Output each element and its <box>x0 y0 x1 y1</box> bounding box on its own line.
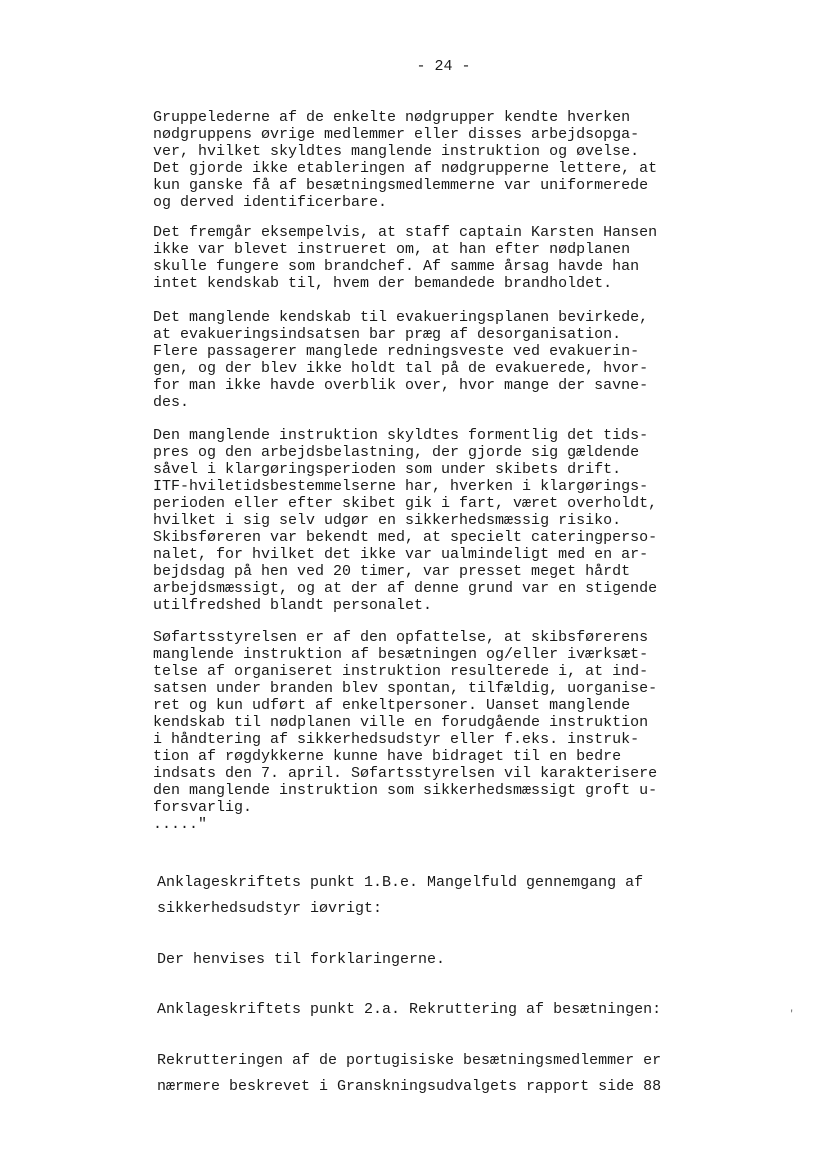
reference-line: Der henvises til forklaringerne. <box>157 951 446 968</box>
quoted-paragraph-nodgrupper <box>153 109 657 211</box>
paragraph-line: indsats den 7. april. Søfartsstyrelsen vil karakterisere <box>153 765 658 782</box>
paragraph-line: ver, hvilket skyldtes manglende instruktion og øvelse. <box>153 143 640 160</box>
paragraph-line: Søfartsstyrelsen er af den opfattelse, at skibsførerens <box>153 629 649 646</box>
quoted-paragraph-instruktion-tidspres <box>153 427 657 614</box>
quoted-paragraph-staff-captain <box>153 224 657 292</box>
paragraph-line: ITF-hviletidsbestemmelserne har, hverken i klargørings- <box>153 478 649 495</box>
paragraph-line: forsvarlig. <box>153 799 253 816</box>
paragraph-line: og derved identificerbare. <box>153 194 388 211</box>
paragraph-line: utilfredshed blandt personalet. <box>153 597 433 614</box>
section-heading-2a: Anklageskriftets punkt 2.a. Rekruttering af besætningen: <box>157 1001 662 1018</box>
paragraph-line: arbejdsmæssigt, og at der af denne grund var en stigende <box>153 580 658 597</box>
paragraph-line: Gruppelederne af de enkelte nødgrupper kendte hverken <box>153 109 631 126</box>
section-heading-1be-line2: sikkerhedsudstyr iøvrigt: <box>157 900 383 917</box>
recruitment-paragraph <box>157 1048 661 1100</box>
quoted-paragraph-evakuering <box>153 309 648 411</box>
section-heading-1be-line1: Anklageskriftets punkt 1.B.e. Mangelfuld gennemgang af <box>157 874 644 891</box>
paragraph-line: ikke var blevet instrueret om, at han efter nødplanen <box>153 241 631 258</box>
page-number: - 24 - <box>416 58 471 75</box>
paragraph-line: manglende instruktion af besætningen og/eller iværksæt- <box>153 646 649 663</box>
paragraph-line: den manglende instruktion som sikkerhedsmæssigt groft u- <box>153 782 658 799</box>
paragraph-line: skulle fungere som brandchef. Af samme årsag havde han <box>153 258 640 275</box>
paragraph-line: des. <box>153 394 190 411</box>
paragraph-line: hvilket i sig selv udgør en sikkerhedsmæssig risiko. <box>153 512 622 529</box>
paragraph-line: Den manglende instruktion skyldtes formentlig det tids- <box>153 427 649 444</box>
paragraph-line: telse af organiseret instruktion resulterede i, at ind- <box>153 663 649 680</box>
paragraph-line: nødgruppens øvrige medlemmer eller disses arbejdsopga- <box>153 126 640 143</box>
paragraph-line: for man ikke havde overblik over, hvor mange der savne- <box>153 377 649 394</box>
margin-mark: ' <box>789 1009 795 1019</box>
quoted-paragraph-sofartsstyrelsen <box>153 629 657 833</box>
paragraph-line: pres og den arbejdsbelastning, der gjorde sig gældende <box>153 444 640 461</box>
paragraph-line: Det gjorde ikke etableringen af nødgrupperne lettere, at <box>153 160 658 177</box>
paragraph-line: kendskab til nødplanen ville en forudgående instruktion <box>153 714 649 731</box>
paragraph-line: gen, og der blev ikke holdt tal på de evakuerede, hvor- <box>153 360 649 377</box>
recruitment-paragraph-line2: nærmere beskrevet i Granskningsudvalgets rapport side 88 <box>157 1078 662 1095</box>
paragraph-line: Flere passagerer manglede redningsveste ved evakuerin- <box>153 343 640 360</box>
paragraph-line: intet kendskab til, hvem der bemandede brandholdet. <box>153 275 613 292</box>
recruitment-paragraph-line1: Rekrutteringen af de portugisiske besætningsmedlemmer er <box>157 1052 662 1069</box>
paragraph-line: kun ganske få af besætningsmedlemmerne var uniformerede <box>153 177 649 194</box>
paragraph-line: Det fremgår eksempelvis, at staff captain Karsten Hansen <box>153 224 658 241</box>
paragraph-line: perioden eller efter skibet gik i fart, været overholdt, <box>153 495 658 512</box>
paragraph-line: bejdsdag på hen ved 20 timer, var presset meget hårdt <box>153 563 631 580</box>
paragraph-line: at evakueringsindsatsen bar præg af desorganisation. <box>153 326 622 343</box>
paragraph-line: Skibsføreren var bekendt med, at specielt cateringperso- <box>153 529 658 546</box>
paragraph-line: såvel i klargøringsperioden som under skibets drift. <box>153 461 622 478</box>
paragraph-line: ....." <box>153 816 208 833</box>
paragraph-line: nalet, for hvilket det ikke var ualmindeligt med en ar- <box>153 546 649 563</box>
paragraph-line: tion af røgdykkerne kunne have bidraget til en bedre <box>153 748 622 765</box>
paragraph-line: Det manglende kendskab til evakueringsplanen bevirkede, <box>153 309 649 326</box>
section-heading-1be <box>157 870 643 922</box>
paragraph-line: ret og kun udført af enkeltpersoner. Uanset manglende <box>153 697 631 714</box>
paragraph-line: satsen under branden blev spontan, tilfældig, uorganise- <box>153 680 658 697</box>
paragraph-line: i håndtering af sikkerhedsudstyr eller f.eks. instruk- <box>153 731 640 748</box>
